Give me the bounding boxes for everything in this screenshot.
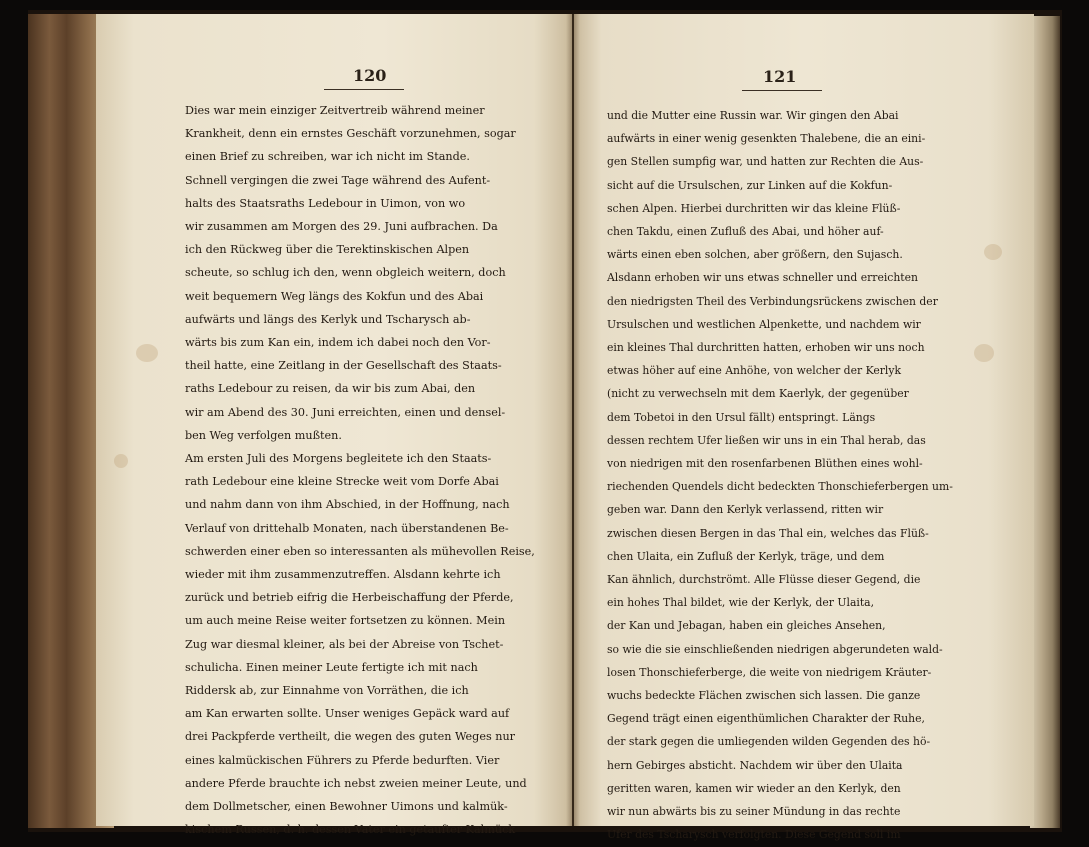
text-line: wuchs bedeckte Flächen zwischen sich lassen. Die ganze <box>607 689 921 703</box>
text-line: schen Alpen. Hierbei durchritten wir das kleine Flüß- <box>607 201 901 215</box>
text-line: dessen rechtem Ufer ließen wir uns in ein Thal herab, das <box>607 433 926 447</box>
text-line: aufwärts in einer wenig gesenkten Thalebene, die an eini- <box>607 132 926 146</box>
text-line: Krankheit, denn ein ernstes Geschäft vorzunehmen, sogar <box>185 127 516 141</box>
text-line: Zug war diesmal kleiner, als bei der Abreise von Tschet- <box>185 637 504 651</box>
text-line: Gegend trägt einen eigenthümlichen Charakter der Ruhe, <box>607 712 925 726</box>
text-line: Riddersk ab, zur Einnahme von Vorräthen, die ich <box>185 684 469 698</box>
text-line: losen Thonschieferberge, die weite von niedrigem Kräuter- <box>607 665 932 679</box>
text-line: so wie die sie einschließenden niedrigen abgerundeten wald- <box>607 642 943 656</box>
page-number-right: 121 <box>763 67 797 86</box>
text-line: wärts einen eben solchen, aber größern, den Sujasch. <box>607 248 903 262</box>
text-line: aufwärts und längs des Kerlyk und Tscharysch ab- <box>185 312 471 326</box>
text-line: und nahm dann von ihm Abschied, in der Hoffnung, nach <box>185 498 510 512</box>
text-line: hern Gebirges absticht. Nachdem wir über den Ulaita <box>607 758 903 772</box>
text-line: dem Dollmetscher, einen Bewohner Uimons und kalmük- <box>185 800 508 814</box>
text-line: und die Mutter eine Russin war. Wir gingen den Abai <box>607 109 899 122</box>
text-line: geben war. Dann den Kerlyk verlassend, ritten wir <box>607 503 884 517</box>
text-line: wir am Abend des 30. Juni erreichten, einen und densel- <box>185 405 506 419</box>
text-line: eines kalmückischen Führers zu Pferde bedurften. Vier <box>185 753 500 767</box>
text-line: der stark gegen die umliegenden wilden Gegenden des hö- <box>607 735 931 749</box>
text-line: Schnell vergingen die zwei Tage während des Aufent- <box>185 173 491 187</box>
text-line: Dies war mein einziger Zeitvertreib während meiner <box>185 104 485 117</box>
text-line: zwischen diesen Bergen in das Thal ein, welches das Flüß- <box>607 526 929 540</box>
text-line: zurück und betrieb eifrig die Herbeischaffung der Pferde, <box>185 591 514 605</box>
book-gutter <box>566 14 580 826</box>
text-line: wieder mit ihm zusammenzutreffen. Alsdann kehrte ich <box>185 568 501 582</box>
text-line: etwas höher auf eine Anhöhe, von welcher der Kerlyk <box>607 364 901 378</box>
text-line: ein hohes Thal bildet, wie der Kerlyk, der Ulaita, <box>607 596 875 610</box>
text-line: andere Pferde brauchte ich nebst zweien meiner Leute, und <box>185 776 527 790</box>
text-line: ich den Rückweg über die Terektinskischen Alpen <box>185 243 470 257</box>
text-line: wir nun abwärts bis zu seiner Mündung in das rechte <box>607 805 901 819</box>
header-rule-right <box>742 90 822 91</box>
text-line: dem Tobetoi in den Ursul fällt) entspringt. Längs <box>607 410 876 424</box>
text-line: geritten waren, kamen wir wieder an den Kerlyk, den <box>607 781 901 795</box>
text-line: drei Packpferde vertheilt, die wegen des guten Weges nur <box>185 730 516 744</box>
text-line: einen Brief zu schreiben, war ich nicht im Stande. <box>185 150 470 164</box>
text-line: schwerden einer eben so interessanten als mühevollen Reise, <box>185 544 535 558</box>
text-line: Kan ähnlich, durchströmt. Alle Flüsse dieser Gegend, die <box>607 573 921 587</box>
text-line: kischem Russen, d. h. dessen Vater ein getaufter Kalmück <box>185 823 516 837</box>
text-line: um auch meine Reise weiter fortsetzen zu können. Mein <box>185 614 506 628</box>
text-line: rath Ledebour eine kleine Strecke weit vom Dorfe Abai <box>185 475 499 489</box>
text-line: (nicht zu verwechseln mit dem Kaerlyk, der gegenüber <box>607 387 909 401</box>
text-line: ein kleines Thal durchritten hatten, erhoben wir uns noch <box>607 341 925 355</box>
text-line: Verlauf von drittehalb Monaten, nach überstandenen Be- <box>185 521 509 535</box>
text-line: chen Ulaita, ein Zufluß der Kerlyk, träge, und dem <box>607 549 885 563</box>
text-line: von niedrigen mit den rosenfarbenen Blüthen eines wohl- <box>607 457 923 471</box>
right-page-text <box>607 104 953 847</box>
text-line: raths Ledebour zu reisen, da wir bis zum Abai, den <box>185 382 476 396</box>
text-line: am Kan erwarten sollte. Unser weniges Gepäck ward auf <box>185 707 510 721</box>
left-page-text <box>185 99 535 842</box>
text-line: halts des Staatsraths Ledebour in Uimon, von wo <box>185 196 466 210</box>
text-line: Ursulschen und westlichen Alpenkette, und nachdem wir <box>607 317 921 331</box>
text-line: Alsdann erhoben wir uns etwas schneller und erreichten <box>607 271 918 285</box>
text-line: schulicha. Einen meiner Leute fertigte ich mit nach <box>185 660 478 674</box>
text-line: wir zusammen am Morgen des 29. Juni aufbrachen. Da <box>185 220 498 234</box>
text-line: riechenden Quendels dicht bedeckten Thonschieferbergen um- <box>607 480 953 494</box>
text-line: chen Takdu, einen Zufluß des Abai, und höher auf- <box>607 225 884 239</box>
text-line: den niedrigsten Theil des Verbindungsrückens zwischen der <box>607 294 938 308</box>
text-line: der Kan und Jebagan, haben ein gleiches Ansehen, <box>607 619 886 633</box>
text-line: Am ersten Juli des Morgens begleitete ich den Staats- <box>185 452 492 466</box>
text-line: scheute, so schlug ich den, wenn obgleich weitern, doch <box>185 266 506 280</box>
text-line: Ufer des Tscharysch verfolgten. Diese Gegend soll im <box>607 828 901 842</box>
right-page-edges <box>1030 16 1060 828</box>
foxing-spot <box>984 244 1002 260</box>
text-line: theil hatte, eine Zeitlang in der Gesellschaft des Staats- <box>185 359 502 373</box>
text-line: gen Stellen sumpfig war, und hatten zur Rechten die Aus- <box>607 155 924 169</box>
foxing-spot <box>136 344 158 362</box>
foxing-spot <box>114 454 128 468</box>
text-line: wärts bis zum Kan ein, indem ich dabei noch den Vor- <box>185 336 491 350</box>
page-number-left: 120 <box>353 66 387 85</box>
text-line: weit bequemern Weg längs des Kokfun und des Abai <box>185 289 484 303</box>
header-rule-left <box>324 89 404 90</box>
text-line: sicht auf die Ursulschen, zur Linken auf die Kokfun- <box>607 178 893 192</box>
foxing-spot <box>974 344 994 362</box>
text-line: ben Weg verfolgen mußten. <box>185 428 342 442</box>
